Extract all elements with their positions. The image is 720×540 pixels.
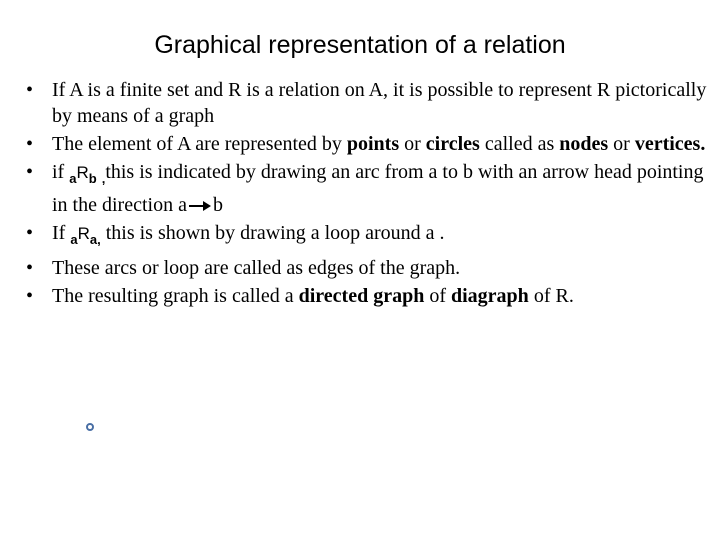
text-fragment: called as [479, 133, 560, 155]
subscript-a: a [89, 232, 98, 247]
bullet-dot: • [26, 257, 34, 279]
bullet-dot: • [26, 79, 34, 101]
term-vertices: vertices. [634, 133, 706, 155]
text-fragment: this is shown by drawing a loop around a . [100, 222, 445, 244]
term-circles: circles [425, 133, 480, 155]
node-circle-icon [85, 422, 95, 432]
relation-symbol: R [77, 224, 90, 243]
right-arrow-icon [188, 200, 212, 212]
subscript-a: a [69, 171, 77, 186]
term-directed-graph: directed graph [298, 285, 425, 307]
subscript-a: a [70, 232, 78, 247]
bullet-text: If A is a finite set and R is a relation on A, it is possible to represent R pictorically by means of a graph [52, 79, 707, 127]
text-fragment: The resulting graph is called a [52, 285, 299, 307]
text-fragment: The element of A are represented by [52, 133, 347, 155]
text-fragment: or [399, 133, 426, 155]
bullet-finite-set [26, 77, 716, 129]
text-fragment: If [52, 222, 71, 244]
term-nodes: nodes [559, 133, 609, 155]
text-fragment: of [424, 285, 451, 307]
bullet-dot: • [26, 222, 34, 244]
text-fragment: of R. [528, 285, 574, 307]
bullet-loop [26, 220, 716, 253]
subscript-b: b [88, 171, 97, 186]
text-fragment: if [52, 161, 70, 183]
bullet-dot: • [26, 285, 34, 307]
bullet-elements [26, 131, 716, 157]
bullet-text: These arcs or loop are called as edges of the graph. [52, 257, 461, 279]
bullet-dot: • [26, 161, 34, 183]
bullet-dot: • [26, 133, 34, 155]
term-points: points [346, 133, 400, 155]
bullet-list [26, 77, 716, 311]
bullet-edges [26, 255, 716, 281]
text-fragment: or [608, 133, 635, 155]
relation-symbol: R [76, 163, 89, 182]
bullet-arc [26, 159, 716, 218]
text-fragment: b [212, 194, 223, 216]
text-fragment: this is indicated by drawing an arc from a to b with an arrow head pointing in the direction a [52, 161, 704, 216]
subscript-comma: , [101, 171, 106, 186]
bullet-directed-graph [26, 283, 716, 309]
page-title: Graphical representation of a relation [154, 31, 566, 59]
subscript-comma: , [97, 232, 101, 247]
term-diagraph: diagraph [451, 285, 529, 307]
